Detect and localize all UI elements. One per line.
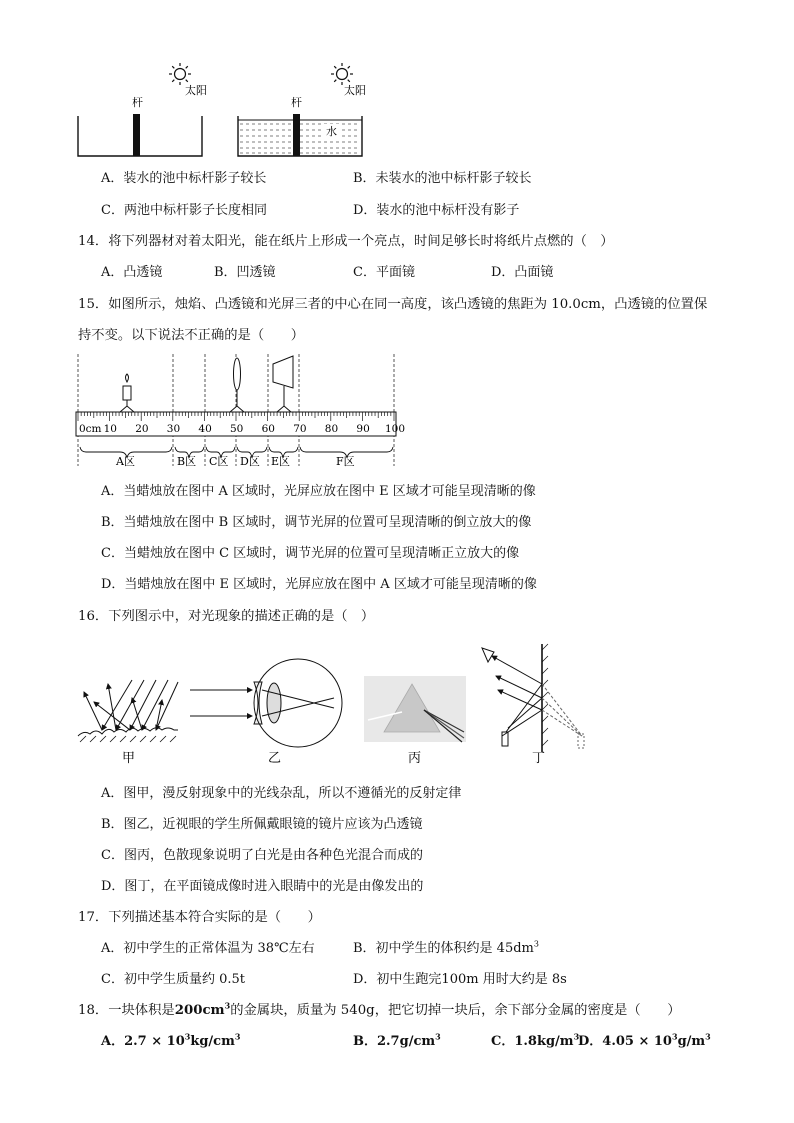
q17-option-d[interactable]: D．初中生跑完100m 用时大约是 8s (353, 972, 567, 987)
q18-a-unit-sup: 3 (234, 1031, 241, 1042)
q18-d-unit-sup: 3 (705, 1031, 711, 1042)
light-screen (273, 356, 293, 412)
q18-c-sup: 3 (573, 1031, 580, 1042)
optical-bench-figure (72, 352, 408, 472)
ruler-label: 0cm (79, 423, 102, 435)
ruler-label: 70 (293, 423, 307, 435)
myopia-eye-diagram (190, 659, 342, 747)
q13-option-d[interactable]: D．装水的池中标杆没有影子 (353, 203, 520, 218)
q18-stem (78, 999, 681, 1018)
q18-c-pre: C．1.8kg/m (491, 1034, 574, 1049)
q16-option-c[interactable]: C．图丙，色散现象说明了白光是由各种色光混合而成的 (101, 848, 423, 863)
eye-icon (482, 648, 494, 662)
q17-option-c[interactable]: C．初中学生质量约 0.5t (101, 972, 245, 987)
q18-b-pre: B．2.7g/cm (353, 1034, 436, 1049)
q18-d-pre: D．4.05 × 10 (578, 1034, 672, 1049)
q17-option-b[interactable] (353, 937, 539, 956)
ruler-label: 80 (324, 423, 339, 435)
q16-stem: 16．下列图示中，对光现象的描述正确的是（ ） (78, 609, 375, 624)
zone-d-label: D区 (240, 455, 260, 468)
plane-mirror-diagram (482, 644, 584, 752)
ruler-label: 40 (198, 423, 212, 435)
light-phenomena-figure (72, 640, 602, 768)
ruler-label: 20 (135, 423, 149, 435)
zone-c-label: C区 (209, 455, 229, 468)
q14-option-a[interactable]: A．凸透镜 (101, 265, 163, 280)
q15-stem-line1: 15．如图所示，烛焰、凸透镜和光屏三者的中心在同一高度，该凸透镜的焦距为 10.0cm，凸透镜的位置保 (78, 297, 708, 312)
q18-stem-post: 的金属块，质量为 540g，把它切掉一块后，余下部分金属的密度是（ ） (230, 1003, 681, 1018)
q14-option-b[interactable]: B．凹透镜 (214, 265, 276, 280)
ruler-label: 60 (261, 423, 275, 435)
q14-option-d[interactable]: D．凸面镜 (491, 265, 554, 280)
ruler-label: 30 (166, 423, 181, 435)
q18-option-d[interactable] (578, 1030, 711, 1049)
q18-option-b[interactable] (353, 1030, 441, 1049)
q18-volume-sup: 3 (224, 1000, 231, 1011)
q18-stem-pre: 18．一块体积是 (78, 1003, 175, 1018)
q18-a-exp: 3 (184, 1031, 191, 1042)
q15-stem-line2: 持不变。以下说法不正确的是（ ） (78, 328, 305, 343)
q17-stem: 17．下列描述基本符合实际的是（ ） (78, 910, 321, 925)
q16-option-a[interactable]: A．图甲，漫反射现象中的光线杂乱，所以不遵循光的反射定律 (101, 786, 462, 801)
zone-b-label: B区 (177, 455, 197, 468)
q14-option-c[interactable]: C．平面镜 (353, 265, 415, 280)
convex-lens (230, 358, 244, 412)
q13-option-c[interactable]: C．两池中标杆影子长度相同 (101, 203, 267, 218)
pole-2 (293, 114, 300, 156)
water-label: 水 (326, 125, 337, 138)
diffuse-reflection-diagram (78, 680, 178, 742)
q18-d-unit: g/m (677, 1034, 706, 1049)
q18-volume: 200cm (174, 1003, 225, 1018)
q15-option-b[interactable]: B．当蜡烛放在图中 B 区域时，调节光屏的位置可呈现清晰的倒立放大的像 (101, 515, 532, 530)
q18-a-pre: A．2.7 × 10 (101, 1034, 185, 1049)
candle (120, 374, 134, 412)
ruler-label: 90 (356, 423, 370, 435)
sun-icon (169, 63, 191, 85)
q15-option-a[interactable]: A．当蜡烛放在图中 A 区域时，光屏应放在图中 E 区域才可能呈现清晰的像 (101, 484, 536, 499)
fig-label-yi: 乙 (268, 751, 282, 766)
zone-a-label: A区 (116, 455, 135, 468)
q17-option-a[interactable]: A．初中学生的正常体温为 38℃左右 (101, 941, 315, 956)
pole-label-2: 杆 (291, 96, 302, 109)
sun-icon (331, 63, 353, 85)
q13-option-b[interactable]: B．未装水的池中标杆影子较长 (353, 171, 532, 186)
q15-option-d[interactable]: D．当蜡烛放在图中 E 区域时，光屏应放在图中 A 区域才可能呈现清晰的像 (101, 577, 537, 592)
pole-1 (133, 114, 140, 156)
q18-option-c[interactable] (491, 1030, 579, 1049)
q13-option-a[interactable]: A．装水的池中标杆影子较长 (101, 171, 267, 186)
q15-option-c[interactable]: C．当蜡烛放在图中 C 区域时，调节光屏的位置可呈现清晰正立放大的像 (101, 546, 520, 561)
q17-option-b-sup: 3 (533, 939, 539, 949)
q18-b-sup: 3 (435, 1031, 441, 1042)
fig-label-ding: 丁 (532, 751, 546, 766)
zone-f-label: F区 (336, 455, 355, 468)
prism-dispersion-diagram (364, 676, 466, 742)
q16-option-d[interactable]: D．图丁，在平面镜成像时进入眼睛中的光是由像发出的 (101, 879, 424, 894)
sun-label-1: 太阳 (185, 84, 207, 97)
sun-label-2: 太阳 (344, 84, 366, 97)
q16-option-b[interactable]: B．图乙，近视眼的学生所佩戴眼镜的镜片应该为凸透镜 (101, 817, 423, 832)
ruler-label: 50 (230, 423, 244, 435)
ruler-label: 100 (385, 423, 406, 435)
fig-label-jia: 甲 (122, 751, 136, 766)
q14-stem: 14．将下列器材对着太阳光，能在纸片上形成一个亮点，时间足够长时将纸片点燃的（ ） (78, 234, 614, 249)
zone-e-label: E区 (271, 455, 291, 468)
pond-shadow-figure (72, 58, 392, 162)
q18-a-unit: kg/cm (190, 1034, 235, 1049)
ruler-label: 10 (103, 423, 117, 435)
fig-label-bing: 丙 (408, 751, 422, 766)
q17-option-b-text: B．初中学生的体积约是 45dm (353, 941, 534, 956)
pole-label-1: 杆 (132, 96, 143, 109)
q18-option-a[interactable] (101, 1030, 240, 1049)
q18-d-exp: 3 (671, 1031, 678, 1042)
